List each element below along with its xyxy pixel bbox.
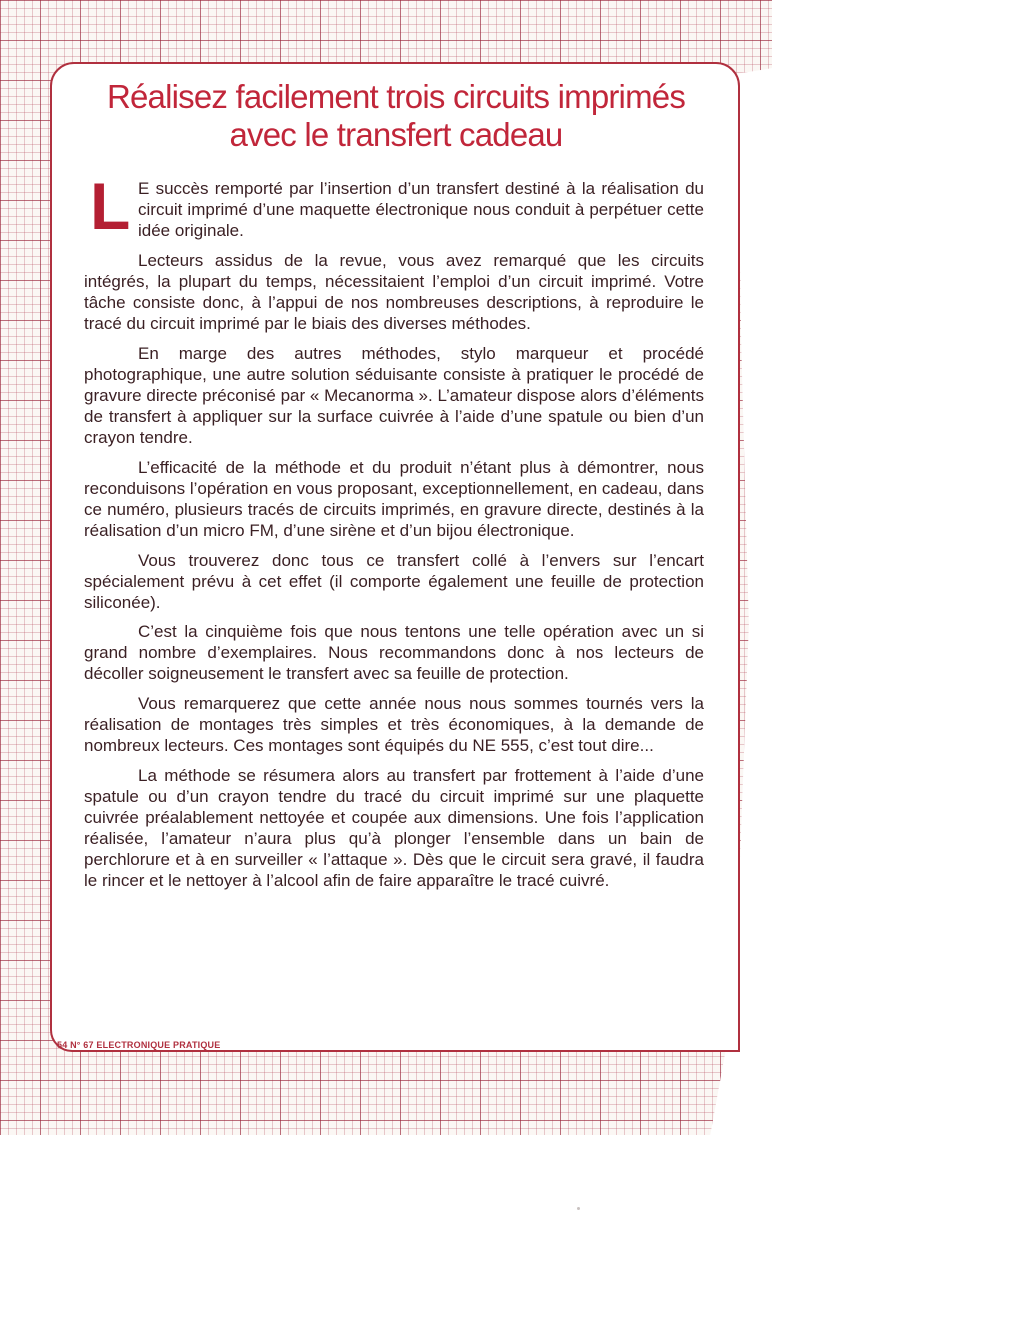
first-paragraph-wrap [84, 169, 704, 243]
paragraph-4: L’efficacité de la méthode et du produit n’étant plus à démontrer, nous reconduisons l’opération en vous proposant, exceptionnellement, en cadeau, dans ce numéro, plusieurs tracés de circuits imprimés, en gravure directe, destinés à la réalisation d’un micro FM, d’une sirène et d’un bijou électronique. [84, 457, 704, 540]
paragraph-6: C’est la cinquième fois que nous tentons une telle opération avec un si grand nombre d’exemplaires. Nous recommandons donc à nos lecteurs de décoller soigneusement le transfert avec sa feuille de protection. [84, 622, 704, 684]
paragraph-3: En marge des autres méthodes, stylo marqueur et procédé photographique, une autre solution séduisante consiste à pratiquer le procédé de gravure directe préconisé par « Mecanorma ». L’amateur dispose alors d’éléments de transfert à appliquer sur la surface cuivrée à l’aide d’une spatule ou bien d’un crayon tendre. [84, 343, 704, 448]
article-title [58, 78, 734, 154]
page-footer: 54 N° 67 ELECTRONIQUE PRATIQUE [57, 1040, 221, 1050]
scan-speck [577, 1207, 580, 1210]
paragraph-7: Vous remarquerez que cette année nous nous sommes tournés vers la réalisation de montages très simples et très économiques, à la demande de nombreux lecteurs. Ces montages sont équipés du NE 555, c’est tout dire... [84, 694, 704, 756]
paragraph-2: Lecteurs assidus de la revue, vous avez remarqué que les circuits intégrés, la plupart du temps, nécessitaient l’emploi d’un circuit imprimé. Votre tâche consiste donc, à l’appui de nos nombreuses descriptions, à reproduire le tracé du circuit imprimé par le biais des diverses méthodes. [84, 250, 704, 334]
drop-cap: L [90, 169, 131, 243]
paragraph-8: La méthode se résumera alors au transfert par frottement à l’aide d’une spatule ou d’un crayon tendre du tracé du circuit imprimé sur une plaquette cuivrée préalablement nettoyée et coupée aux dimensions. Une fois l’application réalisée, l’amateur n’aura plus qu’à plonger l’ensemble dans un bain de perchlorure et à en surveiller « l’attaque ». Dès que le circuit sera gravé, il faudra le rincer et le nettoyer à l’alcool afin de faire apparaître le tracé cuivré. [84, 765, 704, 891]
title-line-1: Réalisez facilement trois circuits imprimés [106, 78, 686, 115]
first-paragraph: E succès remporté par l’insertion d’un transfert destiné à la réalisation du circuit imprimé d’une maquette électronique nous conduit à perpétuer cette idée originale. [138, 179, 704, 241]
paragraph-5: Vous trouverez donc tous ce transfert collé à l’envers sur l’encart spécialement prévu à cet effet (il comporte également une feuille de protection siliconée). [84, 550, 704, 612]
title-line-2: avec le transfert cadeau [229, 116, 563, 153]
article-body [84, 169, 704, 900]
